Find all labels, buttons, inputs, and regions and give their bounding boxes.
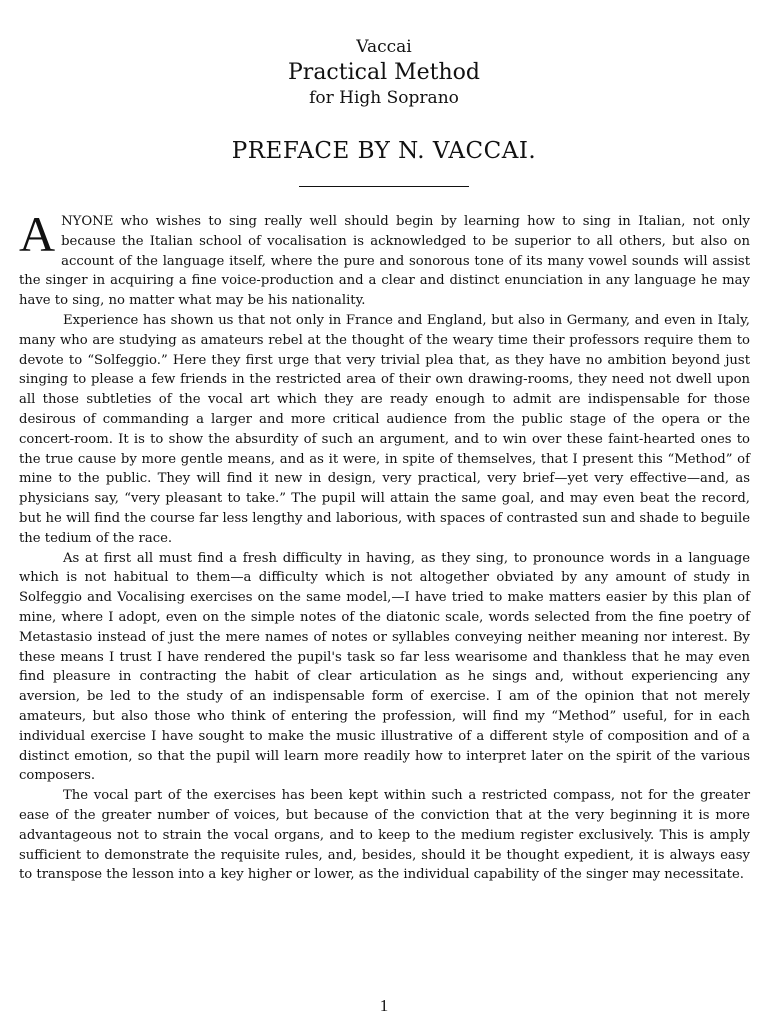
paragraph-3: As at first all must find a fresh difficulty in having, as they sing, to pronounce words in a language which is not habitual to them—a difficulty which is not altogether obviated by any amount of study in Solfeggio and Vocalising exercises on the same model,—I have tried to make matters easier by this plan of mine, where I adopt, even on the simple notes of the diatonic scale, words selected from the fine poetry of Metastasio instead of just the mere names of notes or syllables conveying neither meaning nor interest. By these means I trust I have rendered the pupil's task so far less wearisome and thankless that he may even find pleasure in contracting the habit of clear articulation as he sings and, without experiencing any aversion, be led to the study of an indispensable form of exercise. I am of the opinion that not merely amateurs, but also those who think of entering the profession, will find my “Method” useful, for in each individual exercise I have sought to make the music illustrative of a different style of composition and of a distinct emotion, so that the pupil will learn more readily how to interpret later on the spirit of the various composers.	[19, 550, 750, 784]
title-divider	[299, 186, 469, 187]
drop-cap: A	[19, 206, 56, 262]
paragraph-4: The vocal part of the exercises has been kept within such a restricted compass, not for the greater ease of the greater number of voices, but because of the conviction that at the very beginning it is more advantageous not to strain the vocal organs, and to keep to the medium register exclusively. This is amply sufficient to demonstrate the requisite rules, and, besides, should it be thought expedient, it is always easy to transpose the lesson into a key higher or lower, as the individual capability of the singer may necessitate.	[19, 788, 750, 883]
preface-body	[19, 206, 750, 885]
header-title: Practical Method	[288, 60, 480, 85]
preface-title: PREFACE BY N. VACCAI.	[231, 138, 537, 164]
paragraph-1	[19, 206, 750, 311]
paragraph-2: Experience has shown us that not only in France and England, but also in Germany, and even in Italy, many who are studying as amateurs rebel at the thought of the weary time their professors require them to devote to “Solfeggio.” Here they first urge that very trivial plea that, as they have no ambition beyond just singing to please a few friends in the restricted area of their own drawing-rooms, they need not dwell upon all those subtleties of the vocal art which they are ready enough to admit are indispensable for those desirous of commanding a larger and more critical audience from the public stage of the opera or the concert-room. It is to show the absurdity of such an argument, and to win over these faint-hearted ones to the true cause by more gentle means, and as it were, in spite of themselves, that I present this “Method” of mine to the public. They will find it new in design, very practical, very brief—yet very effective—and, as physicians say, “very pleasant to take.” The pupil will attain the same goal, and may even beat the record, but he will find the course far less lengthy and laborious, with spaces of contrasted sun and shade to beguile the tedium of the race.	[19, 312, 750, 546]
header-author: Vaccai	[356, 37, 412, 57]
page-number: 1	[379, 996, 389, 1015]
header-voice: for High Soprano	[309, 88, 459, 108]
paragraph-1-text: NYONE who wishes to sing really well should begin by learning how to sing in Italian, not only because the Italian school of vocalisation is acknowledged to be superior to all others, but also on account of the language itself, where the pure and sonorous tone of its many vowel sounds will assist the singer in acquiring a fine voice-production and a clear and distinct enunciation in any language he may have to sing, no matter what may be his nationality.	[19, 214, 750, 309]
